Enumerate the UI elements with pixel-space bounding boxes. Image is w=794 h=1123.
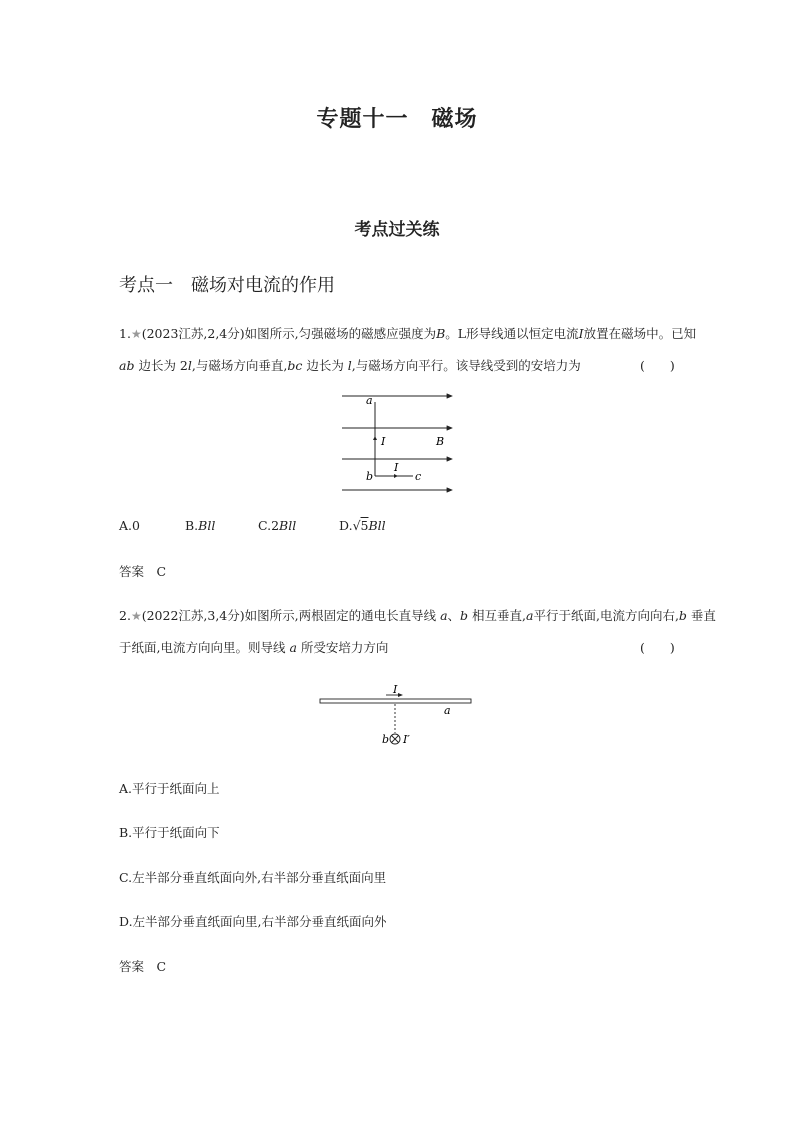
q1-source: (2023江苏,2,4分) — [141, 326, 245, 341]
q2-option-c: C.左半部分垂直纸面向外,右半部分垂直纸面向里 — [119, 870, 387, 885]
q2-text: 相互垂直, — [468, 608, 527, 623]
q1-var: l — [347, 358, 352, 373]
q1-text: 放置在磁场中。已知 — [583, 326, 697, 341]
q2-text: 于纸面,电流方向向里。则导线 — [119, 640, 290, 655]
q2-answer: 答案 C — [119, 959, 167, 974]
q2-line-2 — [119, 638, 388, 656]
q1-var: l — [187, 358, 192, 373]
q2-option-d: D.左半部分垂直纸面向里,右半部分垂直纸面向外 — [119, 914, 387, 929]
label-a: a — [444, 704, 451, 717]
option-prefix: D. — [339, 518, 353, 533]
q2-line-1 — [119, 606, 716, 624]
q1-number: 1. — [119, 326, 131, 341]
star-icon: ★ — [130, 609, 142, 623]
label-B: B — [436, 435, 445, 448]
q1-figure — [338, 388, 458, 498]
option-prefix: C.2 — [258, 518, 280, 533]
q2-option-a: A.平行于纸面向上 — [119, 781, 220, 796]
q2-source: (2022江苏,3,4分) — [141, 608, 245, 623]
star-icon: ★ — [130, 327, 142, 341]
q2-text: 垂直 — [686, 608, 716, 623]
q2-number: 2. — [119, 608, 131, 623]
q2-var: b — [678, 608, 687, 623]
label-a: a — [366, 394, 373, 407]
option-prefix: B. — [185, 518, 199, 533]
current-arrow-icon — [398, 693, 403, 697]
q1-option-d — [339, 518, 386, 533]
wire-a — [320, 699, 471, 703]
q1-answer: 答案 C — [119, 564, 167, 579]
label-I-prime: I′ — [403, 733, 410, 746]
option-value: Bll — [279, 518, 297, 533]
q2-text: 、 — [447, 608, 461, 623]
q1-text: 如图所示,匀强磁场的磁感应强度为 — [244, 326, 437, 341]
q1-text: ,与磁场方向平行。该导线受到的安培力为 — [351, 358, 581, 373]
q1-var: ab — [119, 358, 135, 373]
label-I: I — [381, 435, 386, 448]
q1-line-2 — [119, 356, 581, 374]
current-arrow-icon — [394, 474, 398, 478]
q2-option-b: B.平行于纸面向下 — [119, 825, 220, 840]
q1-line-1 — [119, 324, 696, 342]
q1-var: I — [578, 326, 584, 341]
label-b: b — [366, 470, 374, 483]
current-arrow-icon — [373, 436, 377, 440]
page-title: 专题十一 磁场 — [316, 106, 478, 132]
option-value: Bll — [198, 518, 216, 533]
q1-answer-paren: ( ) — [640, 358, 675, 373]
q2-text: 所受安培力方向 — [296, 640, 389, 655]
label-I: I — [393, 683, 398, 696]
q1-option-b — [185, 518, 215, 533]
q2-answer-paren: ( ) — [640, 640, 675, 655]
q1-option-a: A.0 — [119, 518, 140, 533]
q2-var: a — [440, 608, 448, 623]
q2-text: 如图所示,两根固定的通电长直导线 — [244, 608, 441, 623]
q1-text: 边长为 2 — [134, 358, 188, 373]
label-c: c — [415, 470, 422, 483]
label-I: I — [394, 461, 399, 474]
q2-var: a — [289, 640, 297, 655]
option-value: Bll — [368, 518, 386, 533]
q1-option-c — [258, 518, 296, 533]
sqrt-icon: √ — [352, 518, 361, 533]
q1-var: B — [436, 326, 446, 341]
option-radicand: 5 — [360, 518, 369, 533]
q1-text: 边长为 — [302, 358, 348, 373]
q2-figure — [316, 678, 476, 750]
q1-var: bc — [287, 358, 303, 373]
q2-var: a — [526, 608, 534, 623]
section-heading: 考点过关练 — [354, 220, 440, 240]
q1-text: ,与磁场方向垂直, — [191, 358, 288, 373]
q2-text: 平行于纸面,电流方向向右, — [533, 608, 679, 623]
label-b: b — [382, 733, 390, 746]
q1-text: 。L形导线通以恒定电流 — [445, 326, 579, 341]
topic-heading: 考点一 磁场对电流的作用 — [119, 275, 335, 296]
q2-var: b — [460, 608, 469, 623]
